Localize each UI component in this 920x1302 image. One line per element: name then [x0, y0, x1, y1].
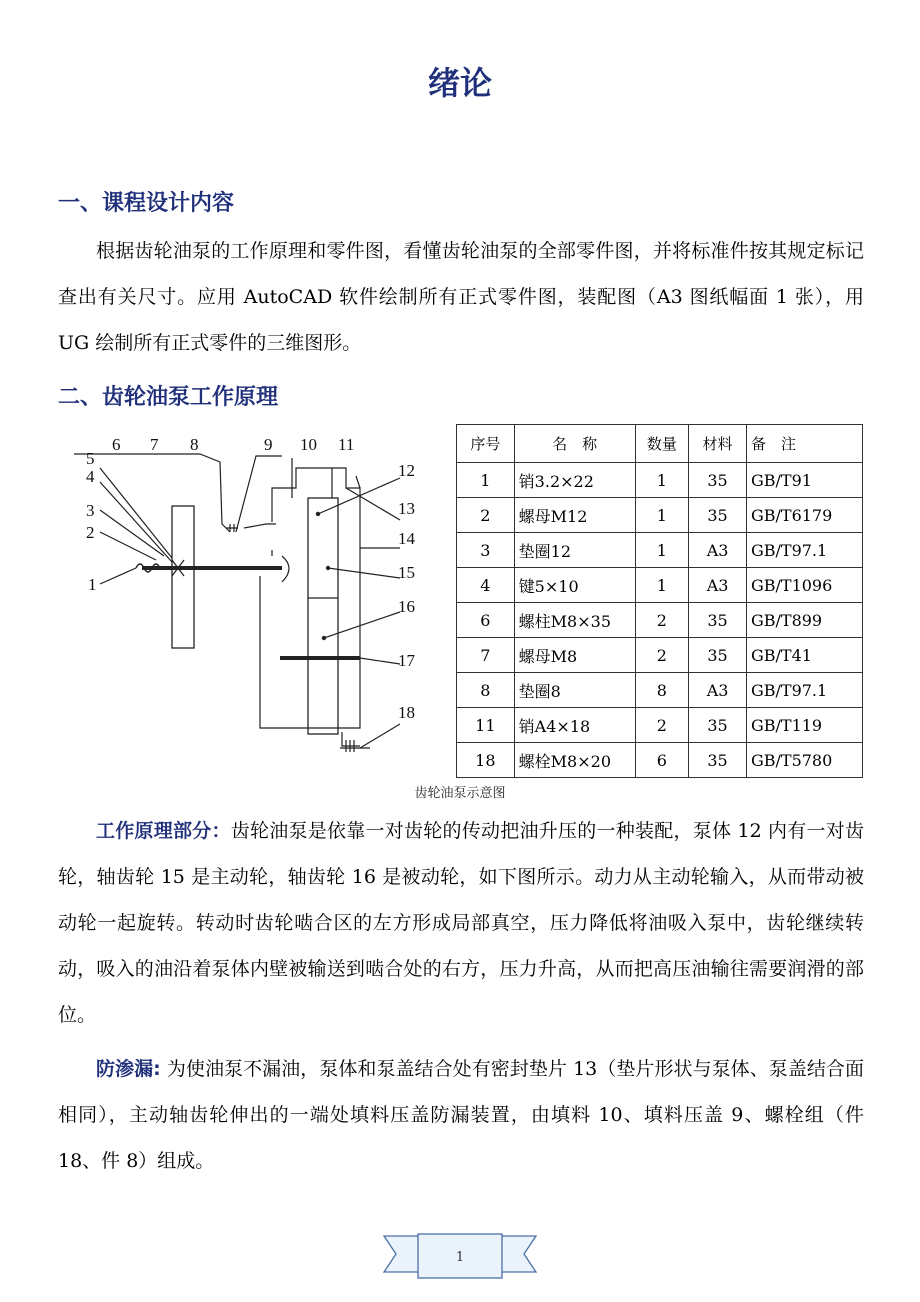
col-header-material: 材料 [689, 425, 747, 463]
cell-material: 35 [689, 603, 747, 638]
cell-name: 键5×10 [514, 568, 635, 603]
page-number: 1 [455, 1250, 465, 1265]
cell-name: 螺母M8 [514, 638, 635, 673]
cell-quantity: 6 [635, 743, 689, 778]
cell-quantity: 1 [635, 463, 689, 498]
label-18: 18 [398, 703, 415, 722]
gear-pump-schematic [60, 428, 432, 770]
label-1: 1 [88, 575, 97, 594]
cell-remark: GB/T6179 [746, 498, 862, 533]
col-header-index: 序号 [457, 425, 515, 463]
cell-material: 35 [689, 498, 747, 533]
cell-quantity: 2 [635, 603, 689, 638]
label-7: 7 [150, 435, 159, 454]
section-heading-working-principle: 二、齿轮油泵工作原理 [58, 385, 279, 410]
col-header-remark: 备 注 [746, 425, 862, 463]
cell-remark: GB/T1096 [746, 568, 862, 603]
cell-index: 6 [457, 603, 515, 638]
cell-material: 35 [689, 708, 747, 743]
table-row [457, 568, 863, 603]
cell-index: 2 [457, 498, 515, 533]
cell-remark: GB/T97.1 [746, 673, 862, 708]
cell-quantity: 8 [635, 673, 689, 708]
table-row [457, 708, 863, 743]
cell-quantity: 1 [635, 533, 689, 568]
cell-index: 7 [457, 638, 515, 673]
label-2: 2 [86, 523, 95, 542]
cell-quantity: 1 [635, 568, 689, 603]
label-17: 17 [398, 651, 415, 670]
label-8: 8 [190, 435, 199, 454]
cell-remark: GB/T5780 [746, 743, 862, 778]
label-13: 13 [398, 499, 415, 518]
cell-name: 销3.2×22 [514, 463, 635, 498]
label-9: 9 [264, 435, 273, 454]
cell-name: 螺母M12 [514, 498, 635, 533]
cell-name: 垫圈12 [514, 533, 635, 568]
cell-material: A3 [689, 533, 747, 568]
table-row [457, 638, 863, 673]
page-title: 绪论 [427, 64, 492, 102]
leakproof-text: 为使油泵不漏油，泵体和泵盖结合处有密封垫片 13（垫片形状与泵体、泵盖结合面相同），主动轴齿轮伸出的一端处填料压盖防漏装置，由填料 10、填料压盖 9、螺栓组（件 18、件 8）组成。 [58, 1058, 864, 1172]
label-15: 15 [398, 563, 415, 582]
label-10: 10 [300, 435, 317, 454]
cell-remark: GB/T899 [746, 603, 862, 638]
table-header-row [457, 425, 863, 463]
cell-name: 螺栓M8×20 [514, 743, 635, 778]
cell-remark: GB/T41 [746, 638, 862, 673]
cell-index: 11 [457, 708, 515, 743]
cell-quantity: 1 [635, 498, 689, 533]
cell-index: 4 [457, 568, 515, 603]
table-row [457, 463, 863, 498]
table-row [457, 603, 863, 638]
cell-index: 1 [457, 463, 515, 498]
parts-table [456, 424, 863, 778]
label-11: 11 [338, 435, 355, 454]
cell-name: 销A4×18 [514, 708, 635, 743]
label-14: 14 [398, 529, 415, 548]
cell-material: 35 [689, 463, 747, 498]
leakproof-label: 防渗漏: [96, 1058, 161, 1080]
label-6: 6 [112, 435, 121, 454]
table-row [457, 533, 863, 568]
cell-material: 35 [689, 638, 747, 673]
col-header-name: 名 称 [514, 425, 635, 463]
cell-name: 垫圈8 [514, 673, 635, 708]
col-header-quantity: 数量 [635, 425, 689, 463]
label-5: 5 [86, 449, 95, 468]
table-row [457, 743, 863, 778]
cell-index: 8 [457, 673, 515, 708]
principle-paragraph [58, 808, 864, 1038]
label-12: 12 [398, 461, 415, 480]
principle-text: 齿轮油泵是依靠一对齿轮的传动把油升压的一种装配，泵体 12 内有一对齿轮，轴齿轮 15 是主动轮，轴齿轮 16 是被动轮，如下图所示。动力从主动轮输入，从而带动被动轮一起旋转。转动时齿轮啮合区的左方形成局部真空，压力降低将油吸入泵中，齿轮继续转动，吸入的油沿着泵体内壁被输送到啮合处的右方，压力升高，从而把高压油输往需要润滑的部位。 [58, 820, 864, 1026]
cell-material: 35 [689, 743, 747, 778]
cell-quantity: 2 [635, 708, 689, 743]
principle-label: 工作原理部分： [96, 820, 231, 842]
cell-material: A3 [689, 568, 747, 603]
label-3: 3 [86, 501, 95, 520]
cell-name: 螺柱M8×35 [514, 603, 635, 638]
table-row [457, 673, 863, 708]
cell-remark: GB/T91 [746, 463, 862, 498]
section-heading-course-content: 一、课程设计内容 [58, 191, 235, 216]
cell-remark: GB/T97.1 [746, 533, 862, 568]
leakproof-paragraph [58, 1046, 864, 1184]
section-course-content-text: 根据齿轮油泵的工作原理和零件图，看懂齿轮油泵的全部零件图，并将标准件按其规定标记查出有关尺寸。应用 AutoCAD 软件绘制所有正式零件图，装配图（A3 图纸幅面 1 张），用 UG 绘制所有正式零件的三维图形。 [58, 240, 864, 354]
table-row [457, 498, 863, 533]
cell-remark: GB/T119 [746, 708, 862, 743]
cell-index: 3 [457, 533, 515, 568]
label-4: 4 [86, 467, 95, 486]
cell-material: A3 [689, 673, 747, 708]
cell-index: 18 [457, 743, 515, 778]
figure-caption: 齿轮油泵示意图 [414, 786, 506, 801]
cell-quantity: 2 [635, 638, 689, 673]
label-16: 16 [398, 597, 415, 616]
